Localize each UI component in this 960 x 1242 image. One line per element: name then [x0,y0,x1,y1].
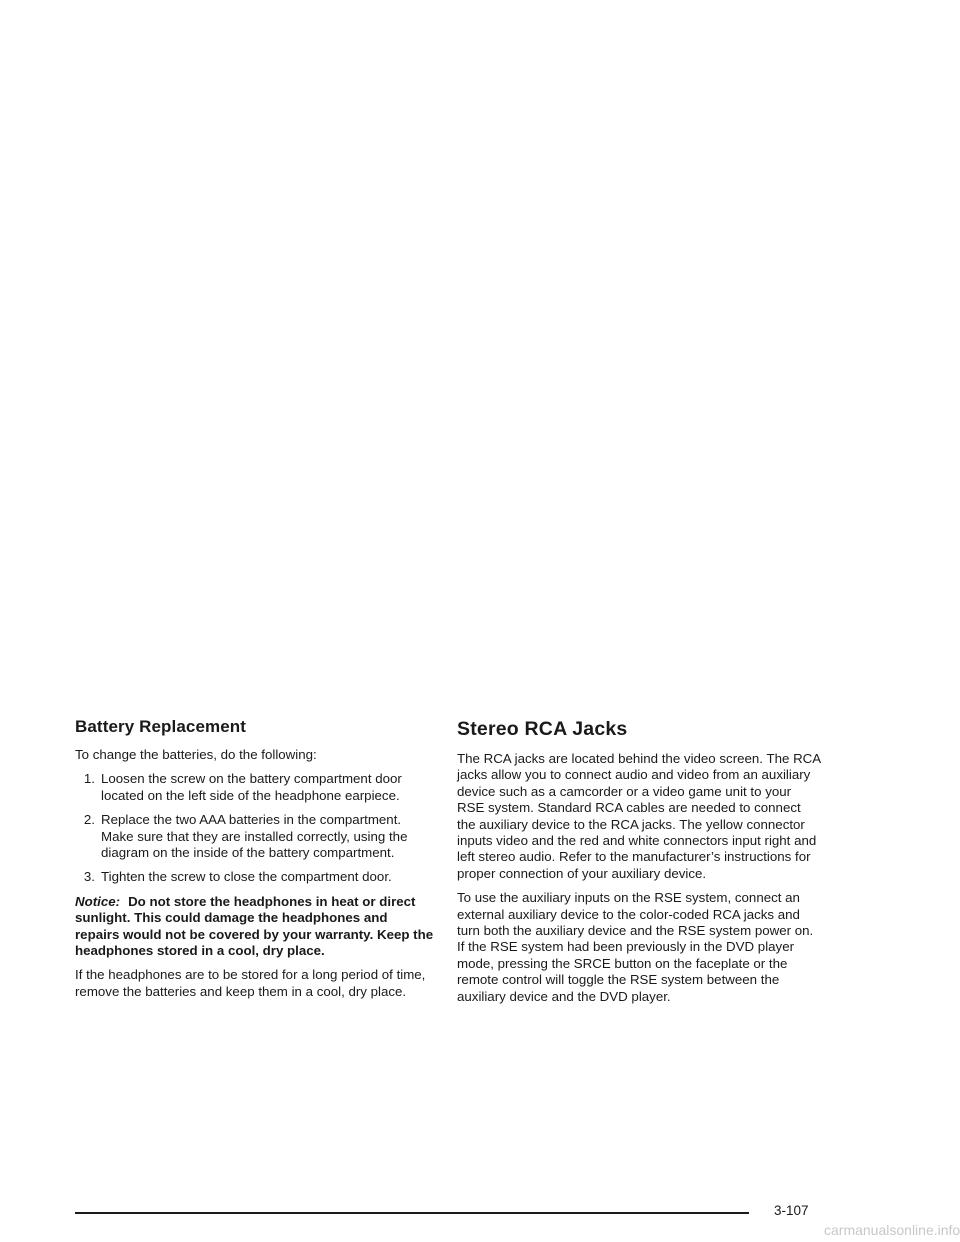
battery-steps [75,771,435,885]
watermark[interactable]: carmanualsonline.info [824,1222,960,1238]
battery-heading: Battery Replacement [75,717,247,736]
battery-section [75,716,435,1008]
notice-text: Do not store the headphones in heat or direct sunlight. This could damage the headphones and repairs would not be covered by your warranty. Keep the headphones stored in a cool, dry place. [75,893,434,959]
footer-rule [75,1212,749,1214]
step-number: 2. [83,812,95,828]
rca-section [457,716,822,1013]
notice [75,894,435,960]
notice-label: Notice: [75,893,121,909]
step-number: 3. [83,869,95,885]
step-number: 1. [83,771,95,787]
rca-paragraph-2: To use the auxiliary inputs on the RSE system, connect an external auxiliary device to the color-coded RCA jacks and turn both the auxiliary device and the RSE system power on. If the RSE system had been previously in the DVD player mode, pressing the SRCE button on the faceplate or the remote control will toggle the RSE system between the auxiliary device and the DVD player. [457,890,814,1004]
step-item [75,869,435,885]
storage-text: If the headphones are to be stored for a long period of time, remove the batteries and keep them in a cool, dry place. [75,967,426,999]
step-text: Loosen the screw on the battery compartment door located on the left side of the headphone earpiece. [101,771,402,803]
step-item [75,771,435,804]
step-text: Tighten the screw to close the compartment door. [101,869,392,885]
rca-paragraph-1: The RCA jacks are located behind the video screen. The RCA jacks allow you to connect audio and video from an auxiliary device such as a camcorder or a video game unit to your RSE system. Standard RCA cables are needed to connect the auxiliary device to the RCA jacks. The yellow connector inputs video and the red and white connectors input right and left stereo audio. Refer to the manufacturer’s instructions for proper connection of your auxiliary device. [457,751,821,881]
page-number: 3-107 [774,1203,809,1218]
step-text: Replace the two AAA batteries in the compartment. Make sure that they are installed correctly, using the diagram on the inside of the battery compartment. [101,812,408,861]
rca-heading: Stereo RCA Jacks [457,718,628,740]
step-item [75,812,435,861]
battery-intro: To change the batteries, do the following: [75,747,317,762]
